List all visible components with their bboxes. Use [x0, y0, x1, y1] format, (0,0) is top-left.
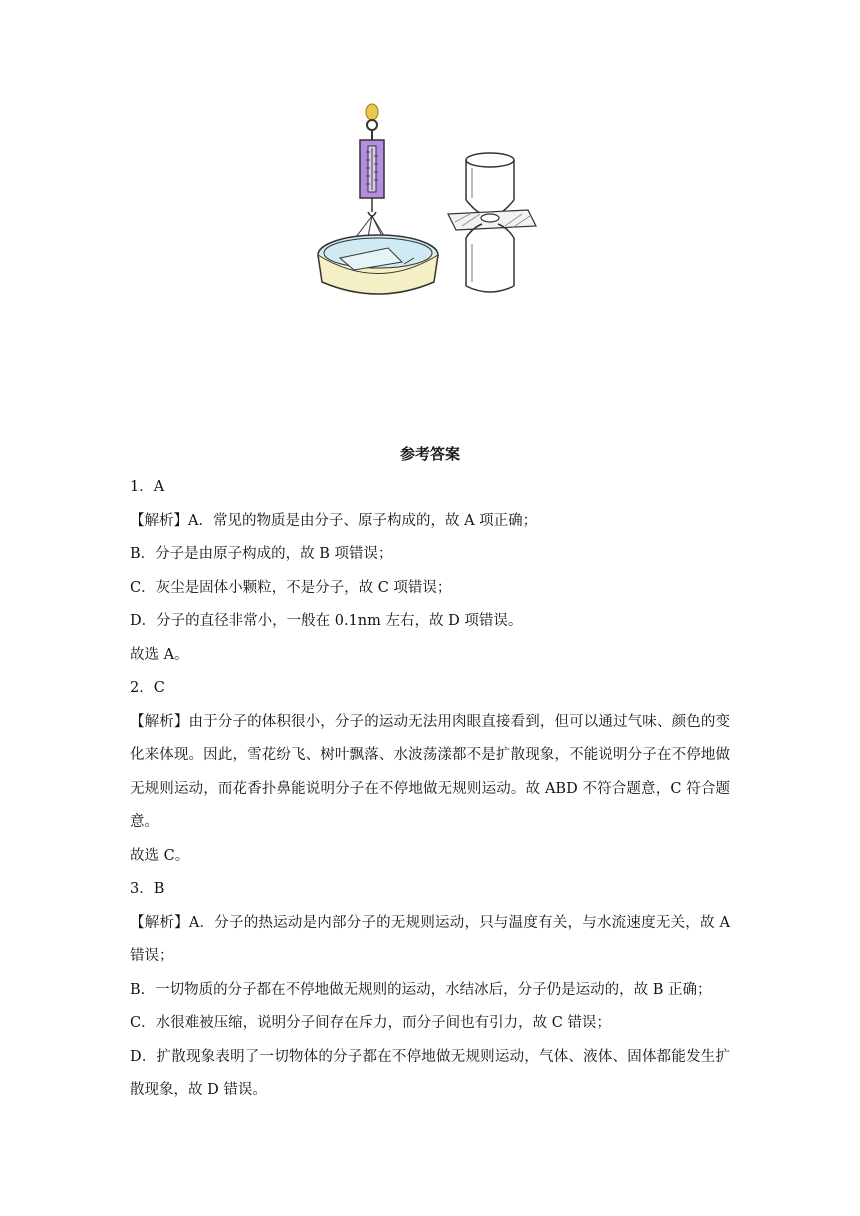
spring-scale-setup [318, 104, 438, 294]
answer-3-option-b: B．一切物质的分子都在不停地做无规则的运动，水结冰后，分子仍是运动的，故 B 正确； [130, 981, 712, 998]
answer-3-number: 3．B [130, 881, 165, 897]
answer-1-option-b: B．分子是由原子构成的，故 B 项错误； [130, 546, 393, 562]
answer-1-conclusion: 故选 A。 [130, 646, 189, 663]
answer-2-number: 2．C [130, 680, 165, 696]
experiment-illustration [0, 0, 860, 310]
answer-list [130, 471, 730, 1108]
experiment-figure [0, 0, 860, 310]
lead-cylinders-setup [448, 153, 536, 292]
answer-1-number: 1．A [130, 479, 165, 495]
answer-1-option-d: D．分子的直径非常小，一般在 0.1nm 左右，故 D 项错误。 [130, 613, 523, 629]
answer-1-option-c: C．灰尘是固体小颗粒，不是分子，故 C 项错误； [130, 579, 452, 596]
answer-3-option-c: C．水很难被压缩，说明分子间存在斥力，而分子间也有引力，故 C 错误； [130, 1015, 611, 1031]
answer-3-option-d: D．扩散现象表明了一切物体的分子都在不停地做无规则运动，气体、液体、固体都能发生扩散现象，故 D 错误。 [130, 1048, 730, 1098]
answer-2-analysis: 【解析】由于分子的体积很小，分子的运动无法用肉眼直接看到，但可以通过气味、颜色的变化来体现。因此，雪花纷飞、树叶飘落、水波荡漾都不是扩散现象，不能说明分子在不停地做无规则运动，而花香扑鼻能说明分子在不停地做无规则运动。故 ABD 不符合题意，C 符合题意。 [130, 713, 730, 830]
answers-heading: 参考答案 [399, 445, 460, 463]
answer-1-analysis: 【解析】A．常见的物质是由分子、原子构成的，故 A 项正确； [130, 512, 538, 529]
answer-3-analysis: 【解析】A．分子的热运动是内部分子的无规则运动，只与温度有关，与水流速度无关，故 A 错误； [130, 914, 730, 964]
answer-2-conclusion: 故选 C。 [130, 847, 190, 864]
